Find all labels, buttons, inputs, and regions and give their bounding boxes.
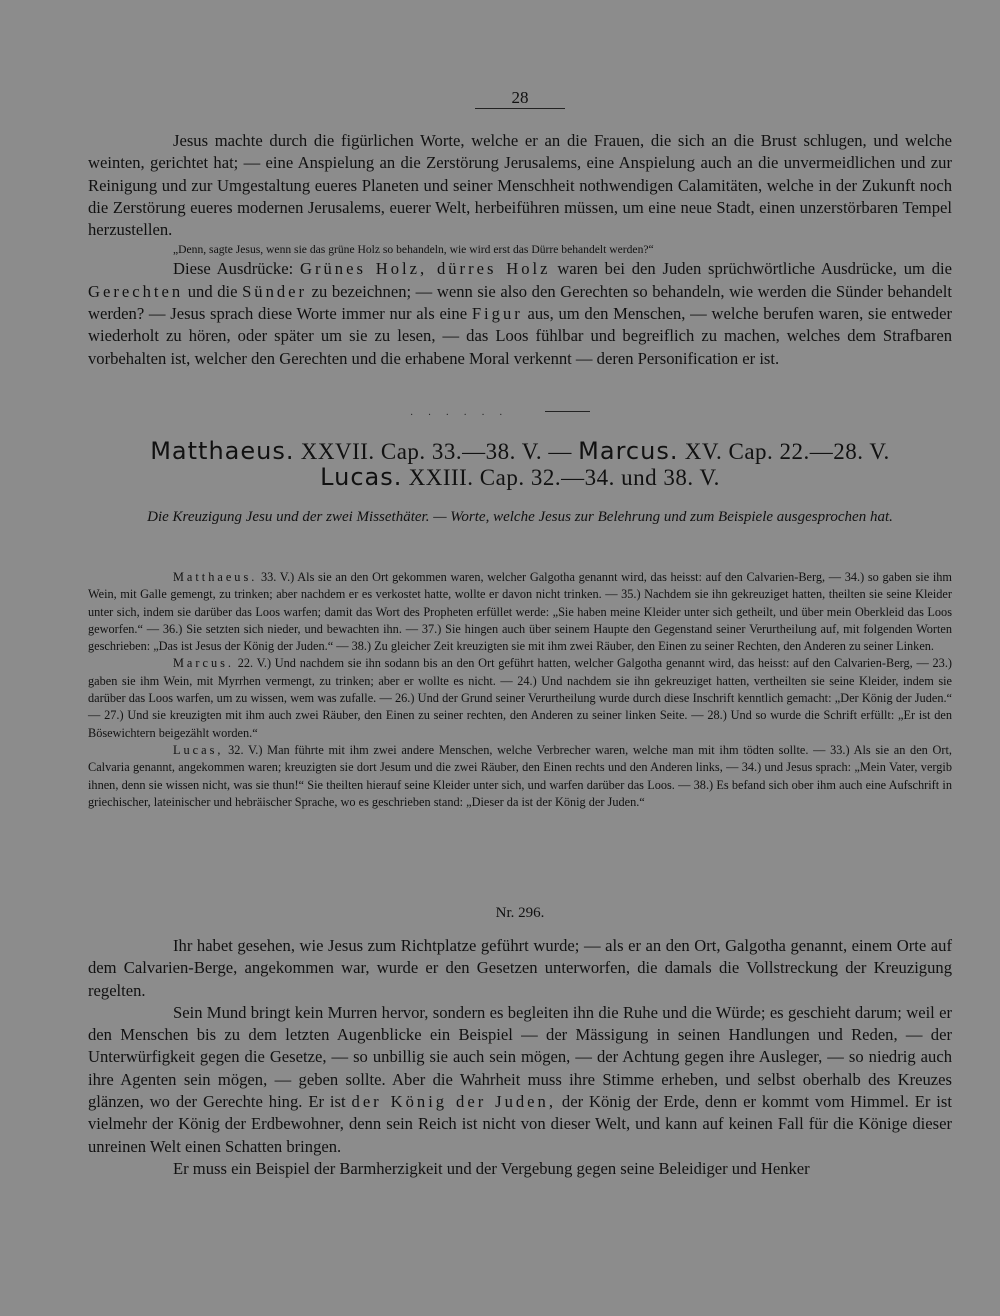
excerpt-text: 32. V.) Man führte mit ihm zwei andere Menschen, welche Verbrecher waren, welche man mit ihm tödten sollte. — 33.) Als sie an den Ort, Calvaria genannt, angekommen waren; kreuzigten sie dort Jesum und die zwei Räuber, den Einen rechts und den Anderen links, — 34.) und Jesus sprach: „Mein Vater, vergib ihnen, denn sie wissen nicht, was sie thun!“ Sie theilten hierauf seine Kleider unter sich, und warfen darüber das Loos. — 38.) Es befand sich ober ihm auch eine Aufschrift in griechischer, lateinischer und hebräischer Sprache, wo es geschrieben stand: „Dieser da ist der König der Juden.“ <box>88 742 952 809</box>
spaced-term: Grünes Holz, dürres Holz <box>300 259 551 279</box>
section-number: Nr. 296. <box>495 905 545 921</box>
text-span: und die <box>183 281 243 301</box>
excerpt-label: Matthaeus. <box>173 570 258 584</box>
excerpt-marcus <box>88 655 952 741</box>
excerpt-lucas <box>88 742 952 811</box>
section-subtitle: Die Kreuzigung Jesu und der zwei Missethäter. — Worte, welche Jesus zur Belehrung und zum Beispiele ausgesprochen hat. <box>147 509 893 525</box>
text-span: waren bei den Juden sprüchwörtliche Ausdrücke, um die <box>550 259 952 279</box>
commentary-paragraph-2 <box>88 1002 952 1158</box>
section-heading-line-1 <box>88 438 952 465</box>
spaced-term: Gerechten <box>88 281 184 301</box>
excerpt-text: 33. V.) Als sie an den Ort gekommen waren, welcher Galgotha genannt wird, das heisst: auf den Calvarien-Berg, — 34.) so gaben sie ihm Wein, mit Galle gemengt, zu trinken; aber nachdem er es verkostet hatte, wollte er davon nicht trinken. — 35.) Nachdem sie ihn gekreuziget hatten, theilten sie seine Kleider unter sich, indem sie darüber das Loos warfen; damit das Wort des Propheten erfüllet werde: „Sie haben meine Kleider unter sich getheilt, und über mein Oberkleid das Loos geworfen.“ — 36.) Sie setzten sich nieder, und bewachten ihn. — 37.) Sie hingen auch über seinem Haupte den Gegenstand seiner Verurtheilung auf, mit folgenden Worten geschrieben: „Das ist Jesus der König der Juden.“ — 38.) Zu gleicher Zeit kreuzigten sie mit ihm zwei Räuber, den Einen zu seiner Rechten, den Anderen zu seiner Linken. <box>88 570 952 654</box>
text-span: der König der Erde, denn er kommt vom Himmel. Er ist vielmehr der König der Erdbewohner, denn sein Reich ist nicht von dieser Welt, und kann auf keinen Fall für die Könige dieser unreinen Welt einen Schatten bringen. <box>88 1092 952 1156</box>
gospel-name: Matthaeus. <box>150 437 295 465</box>
commentary-paragraph-1: Ihr habet gesehen, wie Jesus zum Richtplatze geführt wurde; — als er an den Ort, Galgotha genannt, einem Orte auf dem Calvarien-Berge, angekommen war, wurde er den Gesetzen unterworfen, die damals die Vollstreckung der Kreuzigung regelten. <box>88 936 952 1000</box>
spaced-term: Sünder <box>242 281 308 301</box>
gospel-ref: XXVII. Cap. 33.—38. V. — <box>294 439 579 464</box>
text-span: aus, um den Menschen, — welche berufen waren, sie entweder wiederholt zu hören, oder später um sie zu lesen, — das Loos fühlbar und begreiflich zu machen, welches dem Strafbaren vorbehalten ist, welcher den Gerechten und die erhabene Moral verkennt — deren Personification er ist. <box>88 304 952 368</box>
excerpt-label: Marcus. <box>173 656 234 671</box>
intro-section <box>88 130 952 370</box>
commentary-section <box>88 935 952 1180</box>
page-number: 28 <box>475 88 565 109</box>
section-divider-dots: · · · · · · <box>410 410 509 421</box>
excerpt-matthaeus <box>88 569 952 655</box>
intro-paragraph-2 <box>88 258 952 369</box>
section-heading-line-2 <box>88 464 952 491</box>
gospel-ref: XV. Cap. 22.—28. V. <box>678 439 890 464</box>
gospel-name: Lucas. <box>320 463 403 491</box>
intro-paragraph-1: Jesus machte durch die figürlichen Worte, welche er an die Frauen, die sich an die Brust schlugen, und welche weinten, gerichtet hat; — eine Anspielung an die Zerstörung Jerusalems, eine Anspielung auch an die unvermeidlichen und zur Reinigung und zur Umgestaltung eueres Planeten und seiner Menschheit nothwendigen Calamitäten, welche in der Zukunft noch die Zerstörung eueres modernen Jerusalems, euerer Welt, herbeiführen müssen, um eine neue Stadt, einen unzerstörbaren Tempel herzustellen. <box>88 131 952 240</box>
text-span: zu bezeichnen; — wenn sie also den Gerechten so behandeln, wie werden die Sünder behandelt werden? — Jesus sprach diese Worte immer nur als eine <box>88 281 953 324</box>
section-divider-rule <box>545 411 590 412</box>
gospel-ref: XXIII. Cap. 32.—34. und 38. V. <box>402 465 720 490</box>
spaced-term: der König der Juden, <box>351 1092 556 1112</box>
spaced-term: Figur <box>471 304 523 324</box>
text-span: Sein Mund bringt kein Murren hervor, sondern es begleiten ihn die Ruhe und die Würde; es geschieht darum; weil er den Menschen bis zu dem letzten Augenblicke ein Beispiel — der Mässigung in seinen Handlungen und Reden, — der Unterwürfigkeit gegen die Gesetze, — so unbillig sie auch sein mögen, — der Achtung gegen ihre Ausleger, — so niedrig auch ihre Agenten sein mögen, — geben sollte. Aber die Wahrheit muss ihre Stimme erheben, und selbst oberhalb des Kreuzes glänzen, wo der Gerechte hing. Er ist <box>88 1002 952 1112</box>
gospel-excerpts <box>88 569 952 811</box>
commentary-paragraph-3: Er muss ein Beispiel der Barmherzigkeit und der Vergebung gegen seine Beleidiger und Henker <box>173 1158 810 1178</box>
excerpt-text: 22. V.) Und nachdem sie ihn sodann bis an den Ort geführt hatten, welcher Galgotha genannt wird, das heisst: auf den Calvarien-Berg, — 23.) gaben sie ihm Wein, mit Myrrhen vermengt, zu trinken; aber er wollte es nicht. — 24.) Und nachdem sie ihn gekreuziget hatten, vertheilten sie seine Kleider, indem sie darüber das Loos warfen, um zu wissen, wem was zufalle. — 26.) Und der Grund seiner Verurtheilung wurde durch diese Inschrift kenntlich gemacht: „Der König der Juden.“ — 27.) Und sie kreuzigten mit ihm auch zwei Räuber, den Einen zu seiner rechten, den Anderen zu seiner linken Seite. — 28.) Und so wurde die Schrift erfüllt: „Er ist den Bösewichtern beigezählt worden.“ <box>88 656 952 740</box>
text-span: Diese Ausdrücke: <box>173 259 300 279</box>
intro-quote: „Denn, sagte Jesus, wenn sie das grüne Holz so behandeln, wie wird erst das Dürre behandelt werden?“ <box>173 243 654 257</box>
excerpt-label: Lucas, <box>173 742 224 757</box>
gospel-name: Marcus. <box>578 437 679 465</box>
